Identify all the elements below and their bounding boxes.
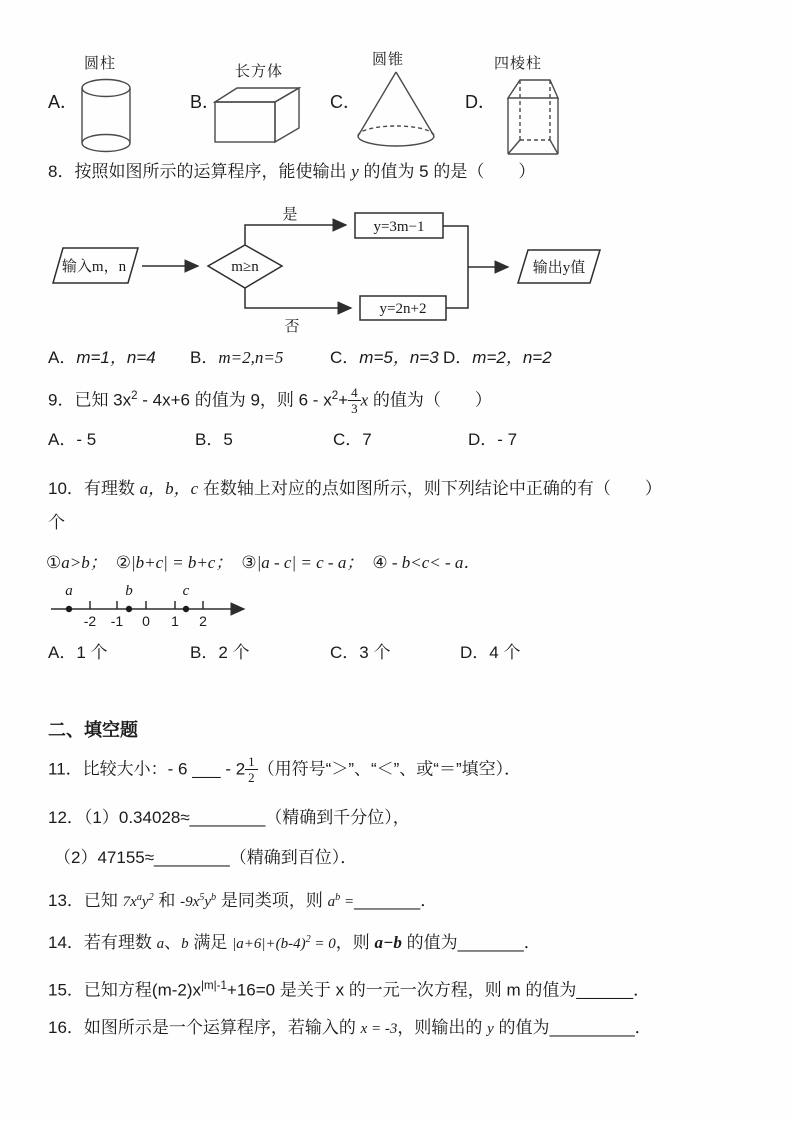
tick-label-2: 2 [199,613,207,629]
q10-statement-2-math: |b+c| = b+c； [130,553,233,572]
q9-option-a-letter: A． [48,430,77,449]
q9-option-b-text: 5 [223,430,233,449]
q14-blank: _______． [457,933,541,952]
tick-label-neg2: -2 [83,613,97,629]
q8-text-pre: 8．按照如图所示的运算程序，能使输出 [48,162,352,181]
cone-base-back [358,126,434,136]
flowchart-no-box-label: y=2n+2 [379,301,427,317]
q11-blank: ___ [192,759,221,779]
q14-text-mid2: 满足 [188,933,233,952]
q9-text-mid: - 4x+6 的值为 9，则 6 - x [137,390,332,410]
point-b-dot [126,606,132,612]
q14-sep: 、 [164,933,182,952]
shape-option-d-letter: D． [465,92,496,112]
cylinder-figure [80,78,132,154]
cone-figure [352,68,440,150]
q13-blank: _______． [354,891,438,910]
question-10-text [48,477,662,501]
question-12-line2: （2）47155≈________（精确到百位）． [54,848,358,867]
q9-option-c-text: 7 [362,430,372,449]
cuboid-side [275,88,299,142]
q9-text-pre: 9．已知 3x [48,390,132,410]
q9-var-x: x [360,390,369,410]
q10-statement-4-math: - b<c< - a． [387,553,481,572]
q10-option-a-text: 1 个 [76,643,108,662]
question-14-text [48,928,541,956]
q16-math2: y [487,1021,494,1037]
q11-frac-num: 1 [245,755,258,770]
q11-text-post: （用符号“＞”、“＜”、或“＝”填空）． [257,759,522,779]
q10-option-c-letter: C． [330,643,360,662]
q8-option-a-text: m=1，n=4 [76,348,156,367]
q10-statement-2-mark: ② [115,553,131,572]
q9-option-a [48,428,96,452]
shape-option-c-letter: C． [330,92,361,112]
q9-option-a-text: - 5 [76,430,97,449]
q9-option-d-text: - 7 [497,430,518,449]
q9-option-b [195,428,233,452]
q10-option-d [460,641,520,665]
q13-math2: $-9x^5y^b$ [180,892,217,910]
cylinder-top [82,80,130,97]
q9-option-d [468,428,517,452]
tick-label-neg1: -1 [110,613,124,629]
flowchart-input-label: 输入m，n [61,259,127,275]
q9-option-d-letter: D． [468,430,498,449]
q10-option-d-letter: D． [460,643,490,662]
question-8-text [48,160,535,184]
q8-option-a-letter: A． [48,348,77,367]
point-b-label: b [125,583,133,599]
q16-text-mid: ，则输出的 [397,1018,488,1037]
q14-text-mid4: 的值为 [401,933,458,952]
q10-statement-3-math: |a - c| = c - a； [256,553,364,572]
cuboid-front [215,102,275,142]
q9-options [48,428,748,452]
flowchart-yes-label: 是 [282,206,298,223]
q8-option-b-text: m=2,n=5 [218,348,284,367]
q8-option-d [443,346,552,370]
q9-sup2: 2 [331,390,339,402]
q9-plus: + [338,390,349,410]
q16-math1: x = -3 [360,1021,398,1037]
question-9-text [48,384,492,415]
q11-text-mid: - 2 [220,759,246,779]
flowchart-yes-branch-line [245,225,346,245]
cuboid-figure [213,86,301,144]
flowchart-no-label: 否 [284,318,300,335]
point-a-dot [66,606,72,612]
q14-text-pre: 14．若有理数 [48,933,157,952]
shape-option-a-letter: A． [48,92,79,112]
q9-text-post: 的值为（ ） [368,390,492,410]
q8-options [48,346,748,370]
q8-option-c [330,346,439,370]
q9-option-c [333,428,372,452]
q10-option-b [190,641,250,665]
question-15-text: 15．已知方程$(m-2)x^{|m|-1}+16=0$ 是关于 x 的一元一次方程，则 m 的值为______． [48,980,651,1000]
q9-option-c-letter: C． [333,430,363,449]
q8-option-d-text: m=2，n=2 [472,348,552,367]
question-16-text [48,1016,652,1041]
q13-text-pre: 13．已知 [48,891,123,910]
cuboid-label: 长方体 [235,63,284,80]
q9-sup1: 2 [131,390,138,402]
question-13-text [48,886,437,914]
q8-text-post: 的值为 5 的是（ ） [358,162,536,181]
q13-math1: $7x^ay^2$ [122,892,154,910]
q9-frac-num: 4 [348,386,361,401]
question-11-text [48,755,521,784]
q10-option-b-text: 2 个 [218,643,250,662]
q14-math: $|a+6|+(b-4)^2 = 0$ [232,934,336,952]
point-c-dot [183,606,189,612]
flowchart-condition-label: m≥n [231,259,259,275]
prism-bottom-right-slant [550,140,558,154]
prism-label: 四棱柱 [494,55,543,72]
prism-figure [500,72,566,160]
q10-statement-3-mark: ③ [241,553,257,572]
q8-option-b [190,346,283,370]
q9-fraction [348,386,361,415]
q10-statements [46,551,480,575]
q10-option-c [330,641,390,665]
q14-var-b: b [181,936,189,952]
q10-option-b-letter: B． [190,643,219,662]
q10-statement-1-math: a>b； [61,553,107,572]
q9-frac-den: 3 [351,400,358,416]
point-a-label: a [65,583,73,599]
q16-blank: _________． [549,1018,652,1037]
cone-right-edge [396,72,434,136]
q9-option-b-letter: B． [195,430,224,449]
flowchart-no-branch-line [245,288,351,308]
q16-text-post: 的值为 [493,1018,550,1037]
point-c-label: c [182,583,190,599]
cone-label: 圆锥 [372,51,405,68]
prism-bottom-left-slant [508,140,520,154]
q10-option-a-letter: A． [48,643,77,662]
q14-math2: a−b [374,933,402,952]
cone-base-front [358,136,434,146]
cylinder-label: 圆柱 [84,55,117,72]
q10-statement-4-mark: ④ [372,553,388,572]
q8-option-a [48,346,156,370]
q16-text-pre: 16．如图所示是一个运算程序，若输入的 [48,1018,361,1037]
q10-wrap-char: 个 [48,513,65,532]
tick-label-1: 1 [171,613,179,629]
q14-var-a: a [156,936,165,952]
flowchart-yes-box-label: y=3m−1 [373,219,425,235]
question-12-line1: 12．（1）0.34028≈________（精确到千分位）， [48,808,410,827]
q10-text-post: 在数轴上对应的点如图所示，则下列结论中正确的有（ ） [198,479,662,498]
q10-number-line [48,582,263,632]
q8-var-y: y [351,162,359,181]
q8-option-c-letter: C． [330,348,360,367]
q10-vars: a，b，c [139,479,199,498]
shape-option-b-letter: B． [190,92,221,112]
q10-statement-1-mark: ① [46,553,62,572]
q10-option-d-text: 4 个 [489,643,521,662]
q10-text-pre: 10．有理数 [48,479,140,498]
q8-option-d-letter: D． [443,348,473,367]
flowchart-output-label: 输出y值 [532,260,586,276]
cylinder-bottom [82,135,130,152]
q11-frac-den: 2 [248,769,255,785]
tick-label-0: 0 [142,613,150,629]
q10-options [48,641,748,665]
q13-text-mid1: 和 [153,891,181,910]
q8-flowchart [40,196,620,344]
q14-text-mid3: ，则 [335,933,375,952]
q11-text-pre: 11．比较大小：- 6 [48,759,193,779]
q10-option-a [48,641,108,665]
q8-option-b-letter: B． [190,348,219,367]
q13-text-mid2: 是同类项，则 [216,891,328,910]
q11-fraction [245,755,258,784]
q13-math3: $a^b$ = [327,892,355,910]
section-2-title: 二、填空题 [48,720,138,740]
q8-option-c-text: m=5，n=3 [359,348,439,367]
q10-option-c-text: 3 个 [359,643,391,662]
